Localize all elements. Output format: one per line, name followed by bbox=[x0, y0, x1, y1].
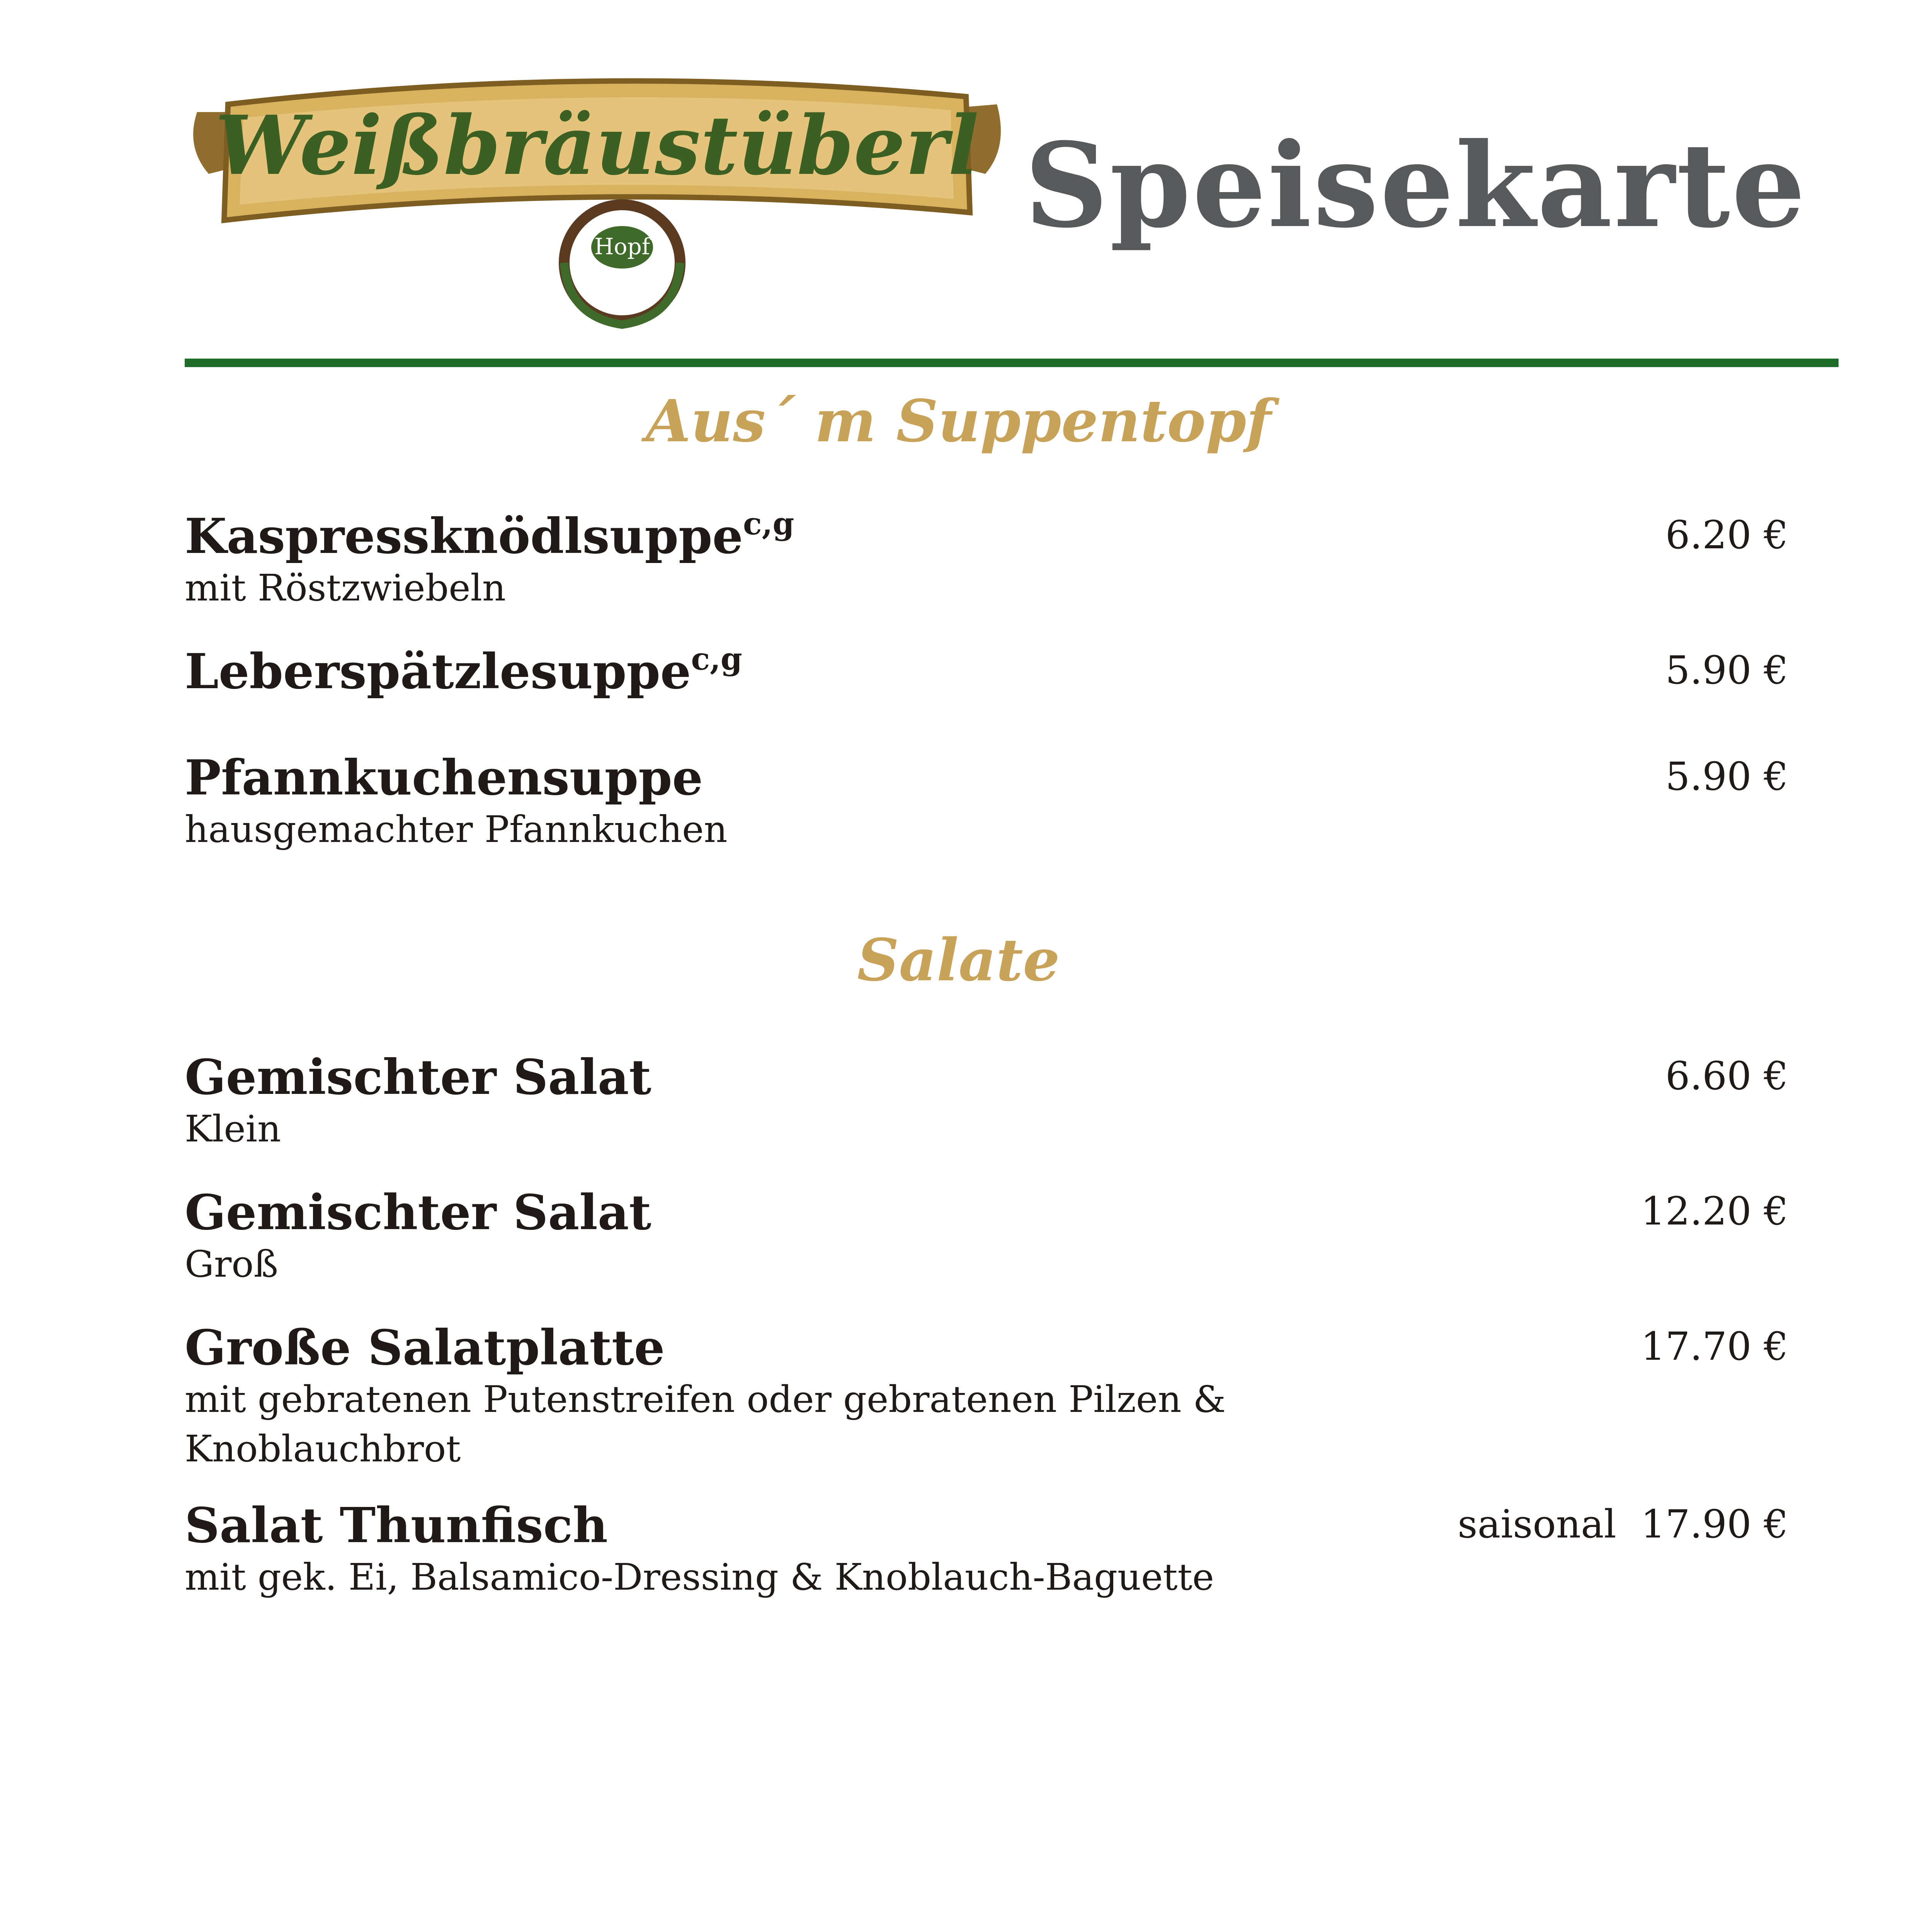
allergen-codes: c,g bbox=[691, 641, 742, 677]
allergen-codes: c,g bbox=[743, 505, 794, 542]
divider-top bbox=[185, 359, 1839, 367]
item-price: 5.90 € bbox=[1665, 648, 1788, 693]
logo-badge: Hopf bbox=[594, 233, 650, 260]
item-price: 6.20 € bbox=[1665, 512, 1788, 558]
menu-item bbox=[185, 505, 1788, 613]
menu-item bbox=[185, 1321, 1788, 1474]
menu-item bbox=[185, 1186, 1788, 1289]
logo-wordmark: Weißbräustüberl bbox=[215, 98, 979, 193]
item-name: Salat Thunfisch bbox=[185, 1497, 608, 1554]
item-price: 5.90 € bbox=[1665, 754, 1788, 799]
item-name: Große Salatplatte bbox=[185, 1320, 665, 1376]
item-description: mit Röstzwiebeln bbox=[185, 566, 506, 609]
item-price: 6.60 € bbox=[1665, 1053, 1788, 1099]
item-description: Klein bbox=[185, 1107, 281, 1150]
item-description: mit gebratenen Putenstreifen oder gebratenen Pilzen & Knoblauchbrot bbox=[185, 1378, 1226, 1470]
brand-logo bbox=[182, 46, 1012, 340]
item-name: Pfannkuchensuppe bbox=[185, 750, 703, 806]
item-name: Kaspressknödlsuppe bbox=[185, 508, 743, 565]
item-name: Leberspätzlesuppe bbox=[185, 643, 691, 700]
menu-item bbox=[185, 641, 1788, 700]
item-price: 17.70 € bbox=[1641, 1324, 1788, 1369]
item-description: mit gek. Ei, Balsamico-Dressing & Knoblauch-Baguette bbox=[185, 1556, 1214, 1599]
item-name: Gemischter Salat bbox=[185, 1049, 651, 1105]
item-description: hausgemachter Pfannkuchen bbox=[185, 808, 728, 851]
section-heading-salads: Salate bbox=[857, 926, 1060, 994]
menu-item bbox=[185, 1499, 1788, 1602]
item-name: Gemischter Salat bbox=[185, 1184, 651, 1241]
menu-item bbox=[185, 752, 1788, 854]
item-price: 12.20 € bbox=[1641, 1189, 1788, 1234]
item-description: Groß bbox=[185, 1243, 278, 1286]
section-heading-soups: Aus´ m Suppentopf bbox=[646, 387, 1271, 455]
item-price: saisonal 17.90 € bbox=[1458, 1502, 1788, 1547]
menu-item bbox=[185, 1051, 1788, 1154]
page-title: Speisekarte bbox=[1024, 117, 1807, 253]
